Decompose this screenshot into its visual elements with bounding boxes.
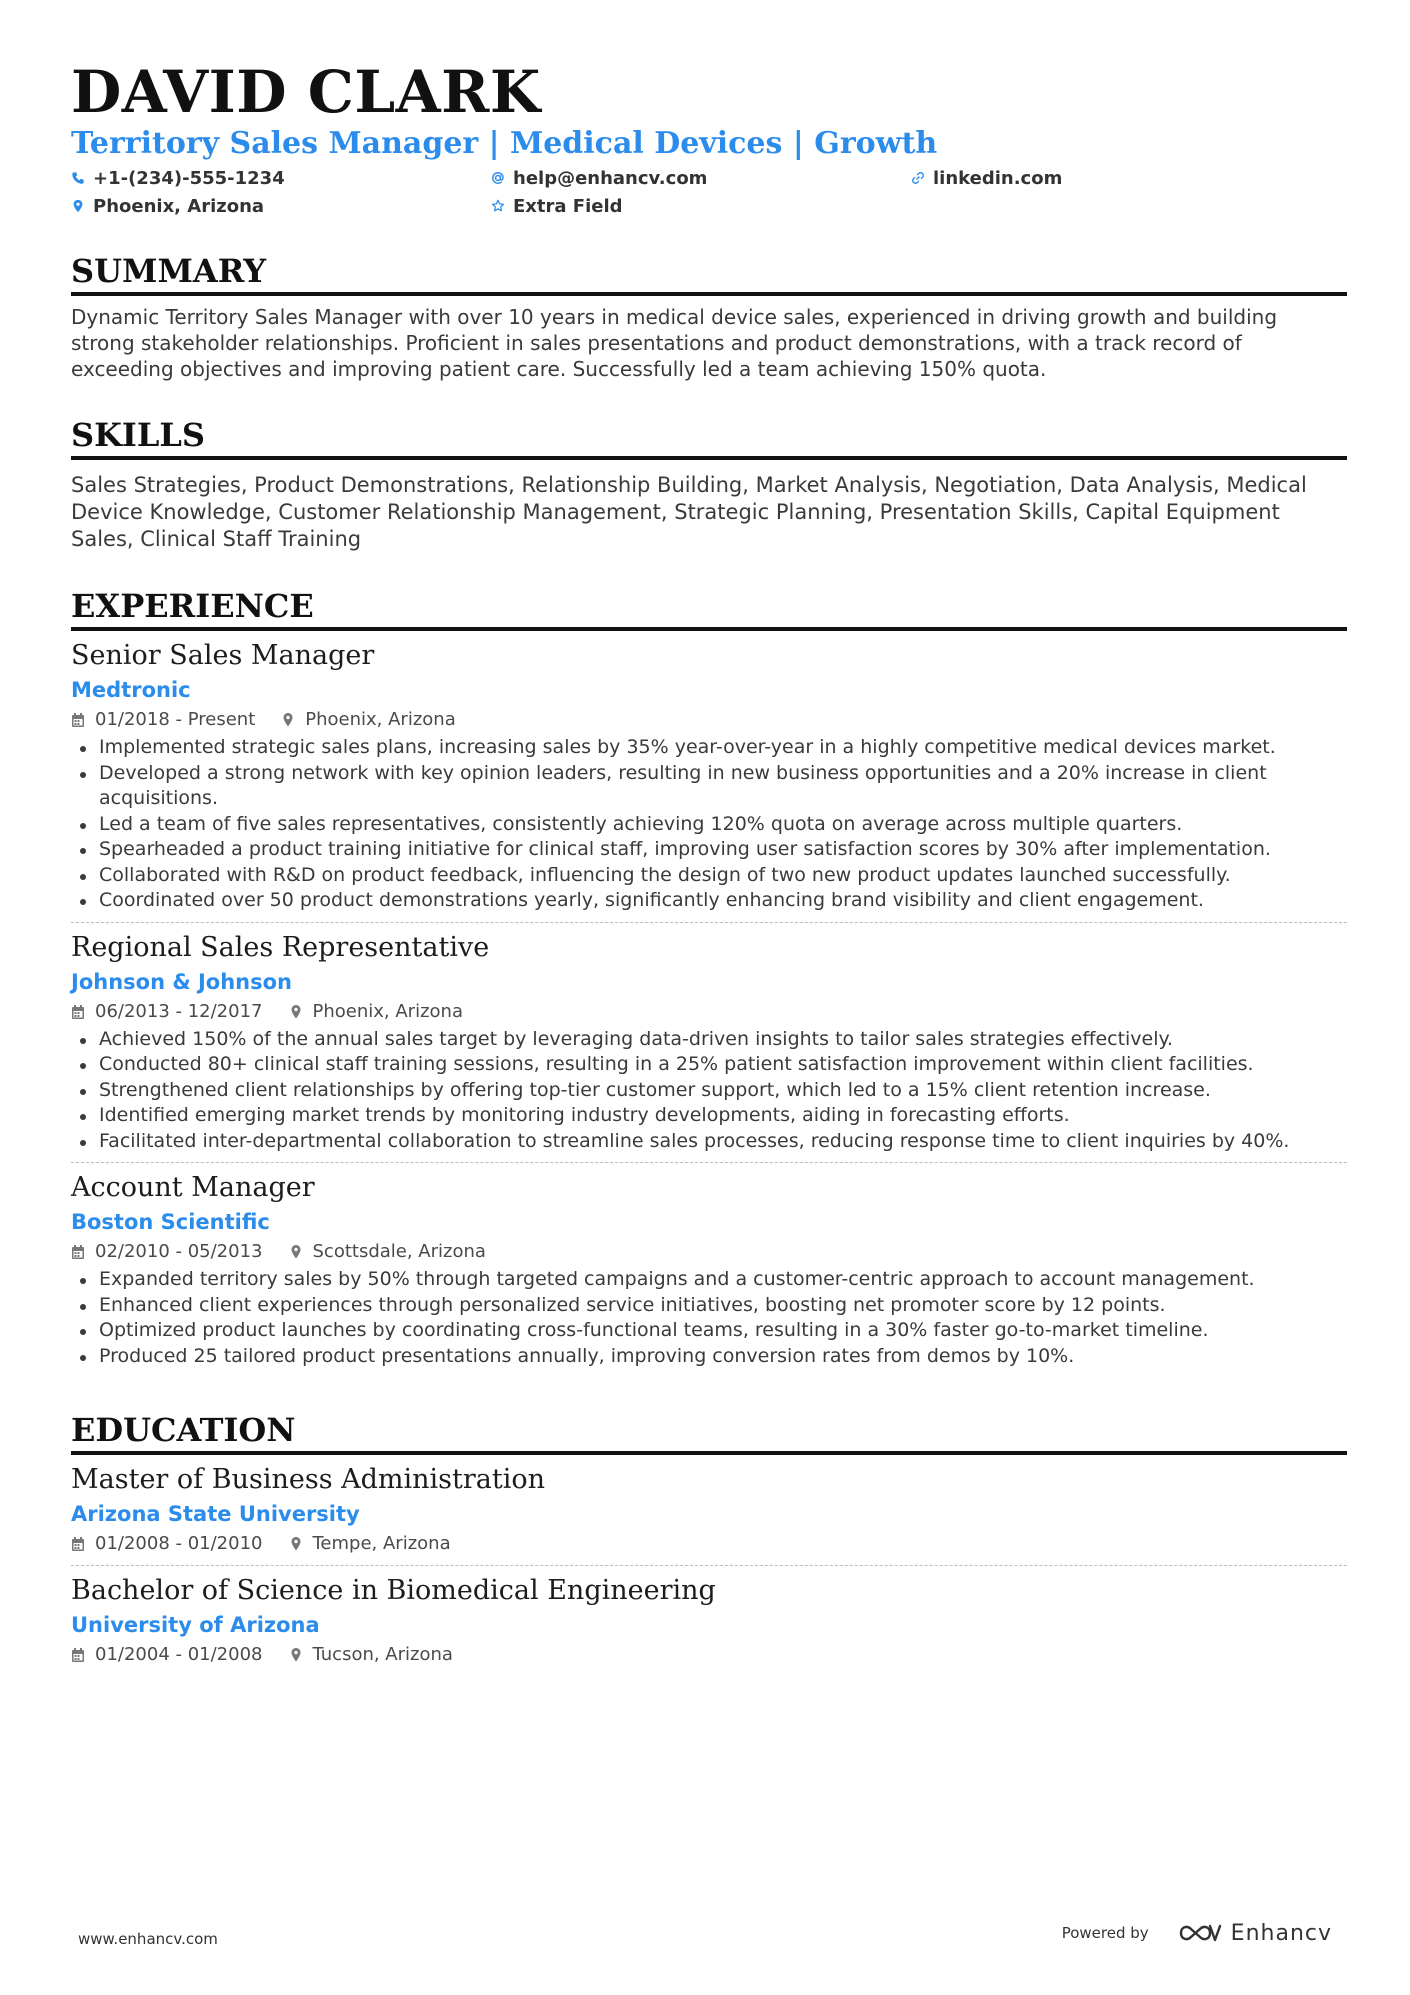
map-pin-icon (289, 1536, 303, 1552)
school-name: Arizona State University (71, 1502, 360, 1526)
at-sign-icon (491, 171, 505, 185)
star-icon (491, 199, 505, 213)
map-pin-icon (71, 199, 85, 213)
experience-entry (71, 922, 1347, 1163)
education-location: Tempe, Arizona (312, 1533, 451, 1554)
education-dates: 01/2008 - 01/2010 (95, 1533, 263, 1554)
job-dates: 01/2018 - Present (95, 709, 256, 730)
contact-linkedin[interactable] (911, 166, 1331, 190)
list-item: Spearheaded a product training initiative for clinical staff, improving user satisfaction scores by 30% after implementation. (71, 837, 1347, 863)
list-item: Achieved 150% of the annual sales target by leveraging data-driven insights to tailor sales strategies effectively. (71, 1027, 1347, 1053)
job-bullets (71, 1027, 1347, 1155)
list-item: Coordinated over 50 product demonstrations yearly, significantly enhancing brand visibility and client engagement. (71, 888, 1347, 914)
extra-field-text: Extra Field (513, 195, 623, 217)
job-bullets (71, 735, 1347, 914)
enhancv-logo-icon (1177, 1920, 1223, 1946)
list-item: Led a team of five sales representatives, consistently achieving 120% quota on average across multiple quarters. (71, 812, 1347, 838)
map-pin-icon (289, 1004, 303, 1020)
contact-extra (491, 194, 911, 218)
education-location-group (289, 1531, 451, 1557)
education-dates: 01/2004 - 01/2008 (95, 1644, 263, 1665)
contact-location (71, 194, 491, 218)
list-item: Implemented strategic sales plans, increasing sales by 35% year-over-year in a highly competitive medical devices market. (71, 735, 1347, 761)
candidate-name: DAVID CLARK (71, 58, 541, 126)
job-location: Scottsdale, Arizona (312, 1241, 486, 1262)
calendar-icon (71, 1536, 85, 1552)
company-name: Johnson & Johnson (71, 969, 292, 994)
job-title: Account Manager (71, 1172, 315, 1203)
candidate-headline: Territory Sales Manager | Medical Devices | Growth (71, 126, 938, 161)
map-pin-icon (289, 1647, 303, 1663)
enhancv-logo[interactable] (1177, 1920, 1332, 1946)
company-name: Medtronic (71, 678, 191, 702)
experience-entry (71, 631, 1347, 922)
job-meta (71, 1239, 1347, 1265)
experience-section (71, 587, 1347, 1377)
contact-email[interactable] (491, 166, 911, 190)
calendar-icon (71, 712, 85, 728)
calendar-icon (71, 1244, 85, 1260)
job-meta (71, 999, 1347, 1025)
brand-name: Enhancv (1230, 1920, 1332, 1946)
education-meta (71, 1531, 1347, 1557)
summary-heading: SUMMARY (71, 252, 1347, 296)
list-item: Enhanced client experiences through personalized service initiatives, boosting net promoter score by 12 points. (71, 1293, 1347, 1319)
job-dates: 02/2010 - 05/2013 (95, 1241, 263, 1262)
contact-phone[interactable] (71, 166, 491, 190)
list-item: Developed a strong network with key opinion leaders, resulting in new business opportunities and a 20% increase in client acquisitions. (71, 761, 1347, 812)
job-title: Senior Sales Manager (71, 640, 375, 671)
education-section (71, 1411, 1347, 1676)
map-pin-icon (281, 712, 295, 728)
job-dates: 06/2013 - 12/2017 (95, 1000, 263, 1022)
education-entry (71, 1565, 1347, 1676)
list-item: Optimized product launches by coordinating cross-functional teams, resulting in a 30% faster go-to-market timeline. (71, 1318, 1347, 1344)
list-item: Expanded territory sales by 50% through targeted campaigns and a customer-centric approach to account management. (71, 1267, 1347, 1293)
location-text: Phoenix, Arizona (93, 195, 265, 217)
contact-info (71, 166, 1347, 218)
map-pin-icon (289, 1244, 303, 1260)
powered-by-label: Powered by (1061, 1924, 1149, 1942)
calendar-icon (71, 1647, 85, 1663)
list-item: Strengthened client relationships by offering top-tier customer support, which led to a 15% client retention increase. (71, 1078, 1347, 1104)
degree-title: Bachelor of Science in Biomedical Engineering (71, 1575, 716, 1606)
list-item: Facilitated inter-departmental collaboration to streamline sales processes, reducing response time to client inquiries by 40%. (71, 1129, 1347, 1155)
skills-heading: SKILLS (71, 416, 1347, 460)
linkedin-text: linkedin.com (933, 167, 1063, 189)
summary-text: Dynamic Territory Sales Manager with over 10 years in medical device sales, experienced in driving growth and building strong stakeholder relationships. Proficient in sales presentations and product demonstrations, with a track record of exceeding objectives and improving patient care. Successfully led a team achieving 150% quota. (71, 305, 1278, 381)
summary-section (71, 252, 1347, 382)
education-heading: EDUCATION (71, 1411, 1347, 1455)
footer-branding (1062, 1920, 1332, 1946)
list-item: Collaborated with R&D on product feedback, influencing the design of two new product updates launched successfully. (71, 863, 1347, 889)
school-name: University of Arizona (71, 1613, 320, 1637)
list-item: Identified emerging market trends by monitoring industry developments, aiding in forecasting efforts. (71, 1103, 1347, 1129)
footer-website[interactable]: www.enhancv.com (78, 1930, 218, 1948)
email-text: help@enhancv.com (513, 167, 708, 189)
job-location-group (281, 707, 455, 733)
phone-icon (71, 171, 85, 185)
job-location: Phoenix, Arizona (305, 709, 456, 730)
degree-title: Master of Business Administration (71, 1464, 546, 1495)
job-bullets (71, 1267, 1347, 1369)
job-meta (71, 707, 1347, 733)
link-icon (911, 171, 925, 185)
skills-section (71, 416, 1347, 553)
job-title: Regional Sales Representative (71, 931, 490, 963)
list-item: Produced 25 tailored product presentations annually, improving conversion rates from demos by 10%. (71, 1344, 1347, 1370)
education-location: Tucson, Arizona (312, 1644, 453, 1665)
education-meta (71, 1642, 1347, 1668)
experience-entry (71, 1162, 1347, 1377)
education-location-group (289, 1642, 453, 1668)
job-location-group (289, 1239, 486, 1265)
job-location: Phoenix, Arizona (312, 1000, 463, 1022)
calendar-icon (71, 1004, 85, 1020)
skills-text: Sales Strategies, Product Demonstrations, Relationship Building, Market Analysis, Negotiation, Data Analysis, Medical Device Knowledge, Customer Relationship Management, Strategic Planning, Presentation Skills, Capital Equipment Sales, Clinical Staff Training (71, 473, 1307, 551)
company-name: Boston Scientific (71, 1210, 270, 1234)
job-location-group (289, 999, 463, 1025)
phone-text: +1-(234)-555-1234 (93, 167, 285, 189)
list-item: Conducted 80+ clinical staff training sessions, resulting in a 25% patient satisfaction improvement within client facilities. (71, 1052, 1347, 1078)
education-entry (71, 1455, 1347, 1565)
resume-page (71, 58, 1347, 1676)
experience-heading: EXPERIENCE (71, 587, 1347, 631)
